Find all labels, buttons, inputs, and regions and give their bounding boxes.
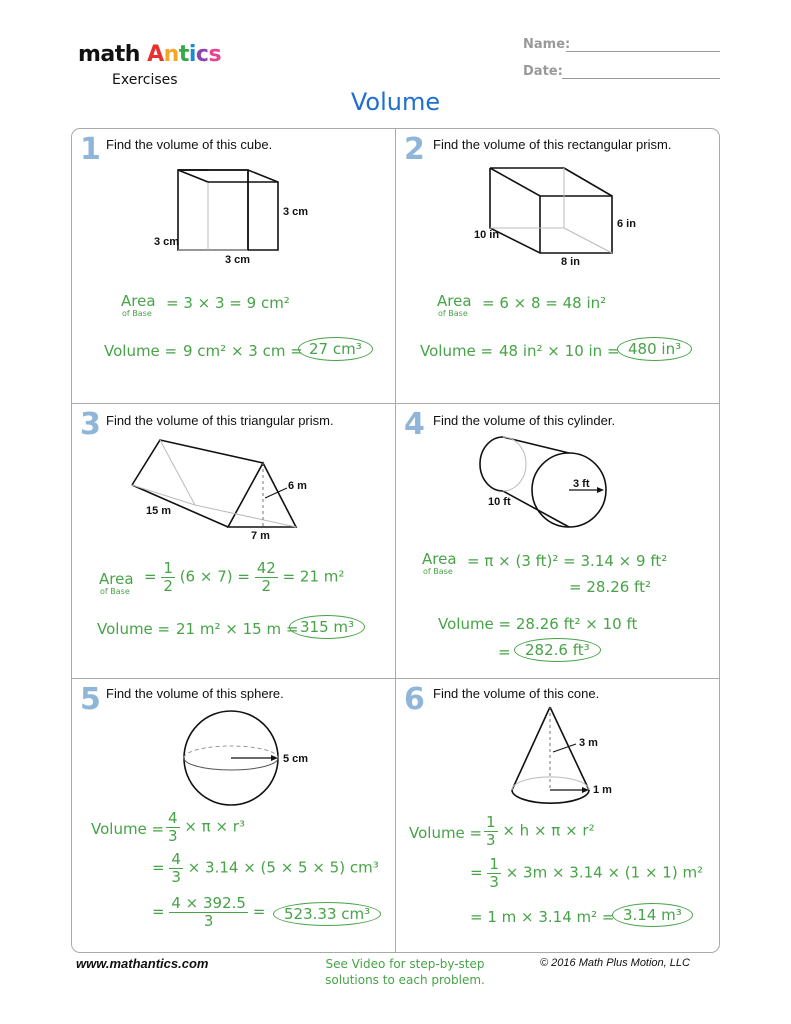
cone-height-label: 3 m bbox=[579, 737, 598, 749]
cylinder-radius-label: 3 ft bbox=[573, 478, 590, 490]
cylinder-length-label: 10 ft bbox=[488, 496, 511, 508]
problem-3-prompt: Find the volume of this triangular prism. bbox=[106, 413, 334, 428]
problem-4-prompt: Find the volume of this cylinder. bbox=[433, 413, 616, 428]
problem-1-area-sub: of Base bbox=[122, 309, 152, 318]
name-label: Name: bbox=[523, 37, 571, 52]
problem-4-number: 4 bbox=[404, 407, 425, 442]
footer-note bbox=[300, 956, 510, 988]
problem-2-prompt: Find the volume of this rectangular prism. bbox=[433, 137, 672, 152]
problem-6-number: 6 bbox=[404, 682, 425, 717]
cone-radius-label: 1 m bbox=[593, 784, 612, 796]
problem-6-volume-label: Volume = bbox=[409, 824, 483, 842]
triangular-prism-base-label: 7 m bbox=[251, 530, 270, 542]
logo-word-math: math bbox=[78, 42, 140, 67]
cube-width-label: 3 cm bbox=[225, 254, 251, 266]
sphere-radius-label: 5 cm bbox=[283, 753, 309, 765]
problem-4-area-sub: of Base bbox=[423, 567, 453, 576]
problem-5-line3: = $\frac{4 \times 392.5}{3}$ = bbox=[152, 894, 266, 930]
prism-height-label: 6 in bbox=[617, 218, 636, 230]
footer-note-line2: solutions to each problem. bbox=[325, 973, 485, 988]
fraction-four-thirds-2: $\frac{4}{3}$ bbox=[171, 850, 181, 886]
problem-5-line2: = $\frac{4}{3}$ × 3.14 × (5 × 5 × 5) cm³ bbox=[152, 850, 379, 886]
problem-1-prompt: Find the volume of this cube. bbox=[106, 137, 273, 152]
problem-6-line3: = 1 m × 3.14 m² = bbox=[470, 908, 615, 926]
fraction-four-thirds: $\frac{4}{3}$ bbox=[168, 809, 178, 845]
problem-1-number: 1 bbox=[80, 132, 101, 167]
prism-depth-label: 10 in bbox=[474, 229, 500, 241]
triangular-prism-height-label: 6 m bbox=[288, 480, 307, 492]
fraction-one-third: $\frac{1}{3}$ bbox=[486, 813, 496, 849]
cube-depth-label: 3 cm bbox=[154, 236, 180, 248]
problem-4-area-line2: = 28.26 ft² bbox=[569, 578, 651, 596]
problem-5-prompt: Find the volume of this sphere. bbox=[106, 686, 284, 701]
problem-3-volume-expr: 21 m² × 15 m = bbox=[176, 620, 299, 638]
problem-6-line1: $\frac{1}{3}$ × h × π × r² bbox=[486, 813, 595, 849]
problem-6-line2: = $\frac{1}{3}$ × 3m × 3.14 × (1 × 1) m² bbox=[470, 855, 704, 891]
footer-note-line1: See Video for step-by-step bbox=[325, 957, 485, 971]
problem-3-answer: 315 m³ bbox=[289, 615, 365, 639]
problem-2-answer: 480 in³ bbox=[617, 337, 692, 361]
problem-2-area-expr: = 6 × 8 = 48 in² bbox=[482, 294, 607, 312]
problem-4-volume-line1: Volume = 28.26 ft² × 10 ft bbox=[438, 615, 638, 633]
problem-1-answer: 27 cm³ bbox=[298, 337, 373, 361]
problem-1-volume-expr: 9 cm² × 3 cm = bbox=[183, 342, 303, 360]
logo-subtitle: Exercises bbox=[112, 72, 178, 88]
problem-5-answer: 523.33 cm³ bbox=[273, 902, 381, 926]
logo-word-antics: Antics bbox=[147, 42, 222, 67]
problem-4-area-label: Area bbox=[422, 550, 457, 568]
problem-3-area-sub: of Base bbox=[100, 587, 130, 596]
problem-5-line1: $\frac{4}{3}$ × π × r³ bbox=[168, 809, 245, 845]
problem-3-area-expr: = $\frac{1}{2}$ (6 × 7) = $\frac{42}{2}$ = 21 m² bbox=[144, 559, 345, 595]
footer-copyright: © 2016 Math Plus Motion, LLC bbox=[540, 957, 690, 969]
problem-4-volume-eq: = bbox=[498, 643, 511, 661]
problem-3-area-label: Area bbox=[99, 570, 134, 588]
problem-3-volume-label: Volume = bbox=[97, 620, 171, 638]
problem-5-number: 5 bbox=[80, 682, 101, 717]
problem-2-volume-expr: 48 in² × 10 in = bbox=[499, 342, 620, 360]
problem-2-area-sub: of Base bbox=[438, 309, 468, 318]
date-label: Date: bbox=[523, 64, 563, 79]
prism-width-label: 8 in bbox=[561, 256, 580, 268]
problem-4-area-line1: = π × (3 ft)² = 3.14 × 9 ft² bbox=[467, 552, 668, 570]
problem-2-volume-label: Volume = bbox=[420, 342, 494, 360]
problem-1-area-expr: = 3 × 3 = 9 cm² bbox=[166, 294, 290, 312]
problem-2-area-label: Area bbox=[437, 292, 472, 310]
fraction-392-over-3: $\frac{4 \times 392.5}{3}$ bbox=[171, 894, 246, 930]
page-title: Volume bbox=[350, 88, 441, 116]
problem-1-volume-label: Volume = bbox=[104, 342, 178, 360]
problem-1-area-label: Area bbox=[121, 292, 156, 310]
cube-height-label: 3 cm bbox=[283, 206, 309, 218]
problem-6-prompt: Find the volume of this cone. bbox=[433, 686, 600, 701]
problem-3-number: 3 bbox=[80, 407, 101, 442]
footer-url[interactable]: www.mathantics.com bbox=[76, 956, 209, 971]
problem-4-answer: 282.6 ft³ bbox=[514, 638, 601, 662]
fraction-42-over-2: $\frac{42}{2}$ bbox=[256, 559, 276, 595]
fraction-one-third-2: $\frac{1}{3}$ bbox=[489, 855, 499, 891]
problem-6-answer: 3.14 m³ bbox=[612, 903, 693, 927]
fraction-one-half: $\frac{1}{2}$ bbox=[163, 559, 173, 595]
problem-5-volume-label: Volume = bbox=[91, 820, 165, 838]
triangular-prism-length-label: 15 m bbox=[146, 505, 172, 517]
problem-2-number: 2 bbox=[404, 132, 425, 167]
